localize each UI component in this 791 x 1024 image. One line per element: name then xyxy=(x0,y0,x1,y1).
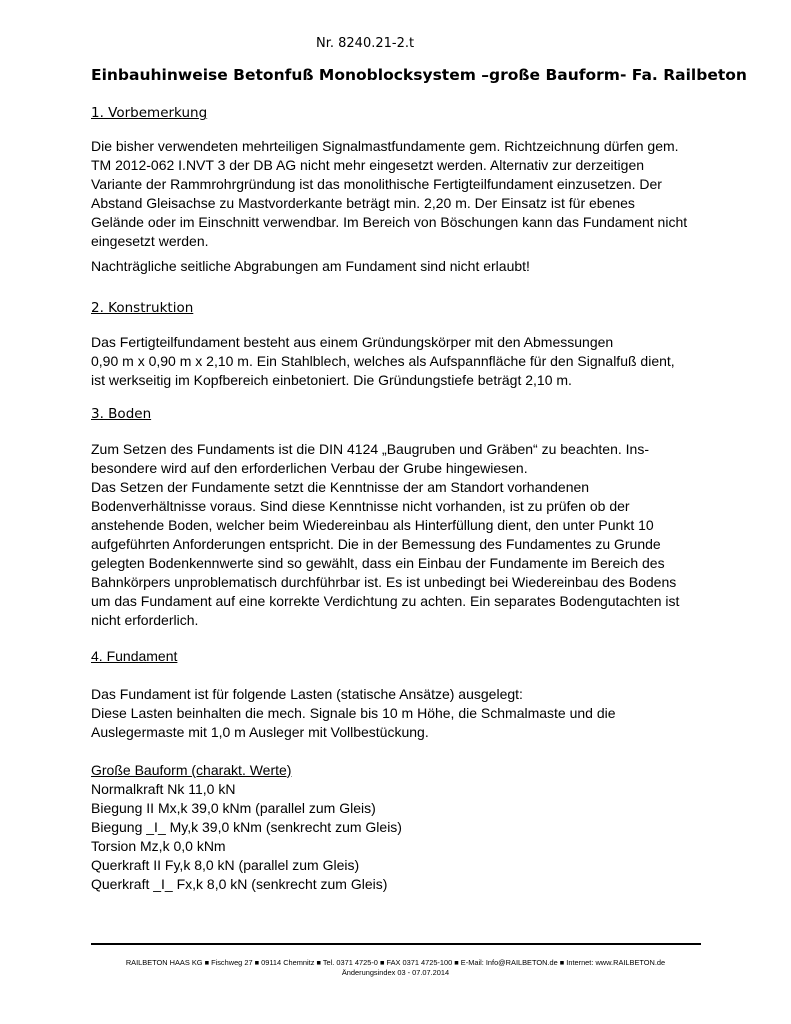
text-line: Das Setzen der Fundamente setzt die Kenntnisse der am Standort vorhandenen xyxy=(91,479,590,495)
text-line: Bahnkörpers unproblematisch durchführbar ist. Es ist unbedingt bei Wiedereinbau des Bodens xyxy=(91,574,677,590)
text-line: Abstand Gleisachse zu Mastvorderkante beträgt min. 2,20 m. Der Einsatz ist für ebenes xyxy=(91,195,635,211)
section-heading-vorbemerkung: 1. Vorbemerkung xyxy=(91,105,208,121)
text-line: anstehende Boden, welcher beim Wiedereinbau als Hinterfüllung dient, den unter Punkt 10 xyxy=(91,517,654,533)
footer-divider xyxy=(91,943,701,945)
section-heading-boden: 3. Boden xyxy=(91,406,152,422)
text-line: TM 2012-062 I.NVT 3 der DB AG nicht mehr eingesetzt werden. Alternativ zur derzeitigen xyxy=(91,157,645,173)
load-item: Biegung _I_ My,k 39,0 kNm (senkrecht zum Gleis) xyxy=(91,819,402,835)
document-number: Nr. 8240.21-2.t xyxy=(316,36,415,51)
footer-company-line: RAILBETON HAAS KG ■ Fischweg 27 ■ 09114 Chemnitz ■ Tel. 0371 4725-0 ■ FAX 0371 4725-100 ■ E-Mail: Info@RAILBETON.de ■ Internet: www.RAILBETON.de xyxy=(125,958,666,967)
text-line: um das Fundament auf eine korrekte Verdichtung zu achten. Ein separates Bodengutachten ist xyxy=(91,593,680,609)
load-item: Torsion Mz,k 0,0 kNm xyxy=(91,838,226,854)
text-line: Auslegermaste mit 1,0 m Ausleger mit Vollbestückung. xyxy=(91,724,429,740)
text-line: besondere wird auf den erforderlichen Verbau der Grube hingewiesen. xyxy=(91,460,528,476)
section-heading-konstruktion: 2. Konstruktion xyxy=(91,300,194,316)
text-line: 0,90 m x 0,90 m x 2,10 m. Ein Stahlblech, welches als Aufspannfläche für den Signalfuß dient, xyxy=(91,353,675,369)
loads-block xyxy=(91,761,711,894)
paragraph-boden xyxy=(91,440,711,630)
text-line: Variante der Rammrohrgründung ist das monolithische Fertigteilfundament einzusetzen. Der xyxy=(91,176,662,192)
text-line: Das Fertigteilfundament besteht aus einem Gründungskörper mit den Abmessungen xyxy=(91,334,614,350)
text-line: aufgeführten Anforderungen entspricht. Die in der Bemessung des Fundamentes zu Grunde xyxy=(91,536,661,552)
load-item: Biegung II Mx,k 39,0 kNm (parallel zum Gleis) xyxy=(91,800,376,816)
footer-revision-line: Änderungsindex 03 - 07.07.2014 xyxy=(341,968,450,977)
paragraph-vorbemerkung xyxy=(91,137,711,251)
text-line: Zum Setzen des Fundaments ist die DIN 4124 „Baugruben und Gräben“ zu beachten. Ins- xyxy=(91,441,649,457)
load-item: Normalkraft Nk 11,0 kN xyxy=(91,781,236,797)
text-line: Die bisher verwendeten mehrteiligen Signalmastfundamente gem. Richtzeichnung dürfen gem. xyxy=(91,138,679,154)
load-item: Querkraft _I_ Fx,k 8,0 kN (senkrecht zum Gleis) xyxy=(91,876,388,892)
text-line: Diese Lasten beinhalten die mech. Signale bis 10 m Höhe, die Schmalmaste und die xyxy=(91,705,616,721)
section-heading-fundament: 4. Fundament xyxy=(91,648,178,664)
text-line: gelegten Bodenkennwerte sind so gewählt, dass ein Einbau der Fundamente im Bereich des xyxy=(91,555,665,571)
text-line: Bodenverhältnisse voraus. Sind diese Kenntnisse nicht vorhanden, ist zu prüfen ob der xyxy=(91,498,630,514)
load-item: Querkraft II Fy,k 8,0 kN (parallel zum Gleis) xyxy=(91,857,360,873)
text-line: Das Fundament ist für folgende Lasten (statische Ansätze) ausgelegt: xyxy=(91,686,523,702)
paragraph-fundament xyxy=(91,685,711,742)
text-line: Gelände oder im Einschnitt verwendbar. Im Bereich von Böschungen kann das Fundament nicht xyxy=(91,214,688,230)
text-line: nicht erforderlich. xyxy=(91,612,199,628)
paragraph-abgrabungen xyxy=(91,257,711,276)
document-title: Einbauhinweise Betonfuß Monoblocksystem –große Bauform- Fa. Railbeton xyxy=(91,66,747,84)
text-line: Nachträgliche seitliche Abgrabungen am Fundament sind nicht erlaubt! xyxy=(91,258,530,274)
footer xyxy=(60,958,731,978)
text-line: eingesetzt werden. xyxy=(91,233,209,249)
loads-heading: Große Bauform (charakt. Werte) xyxy=(91,762,292,778)
text-line: ist werkseitig im Kopfbereich einbetoniert. Die Gründungstiefe beträgt 2,10 m. xyxy=(91,372,572,388)
paragraph-konstruktion xyxy=(91,333,711,390)
